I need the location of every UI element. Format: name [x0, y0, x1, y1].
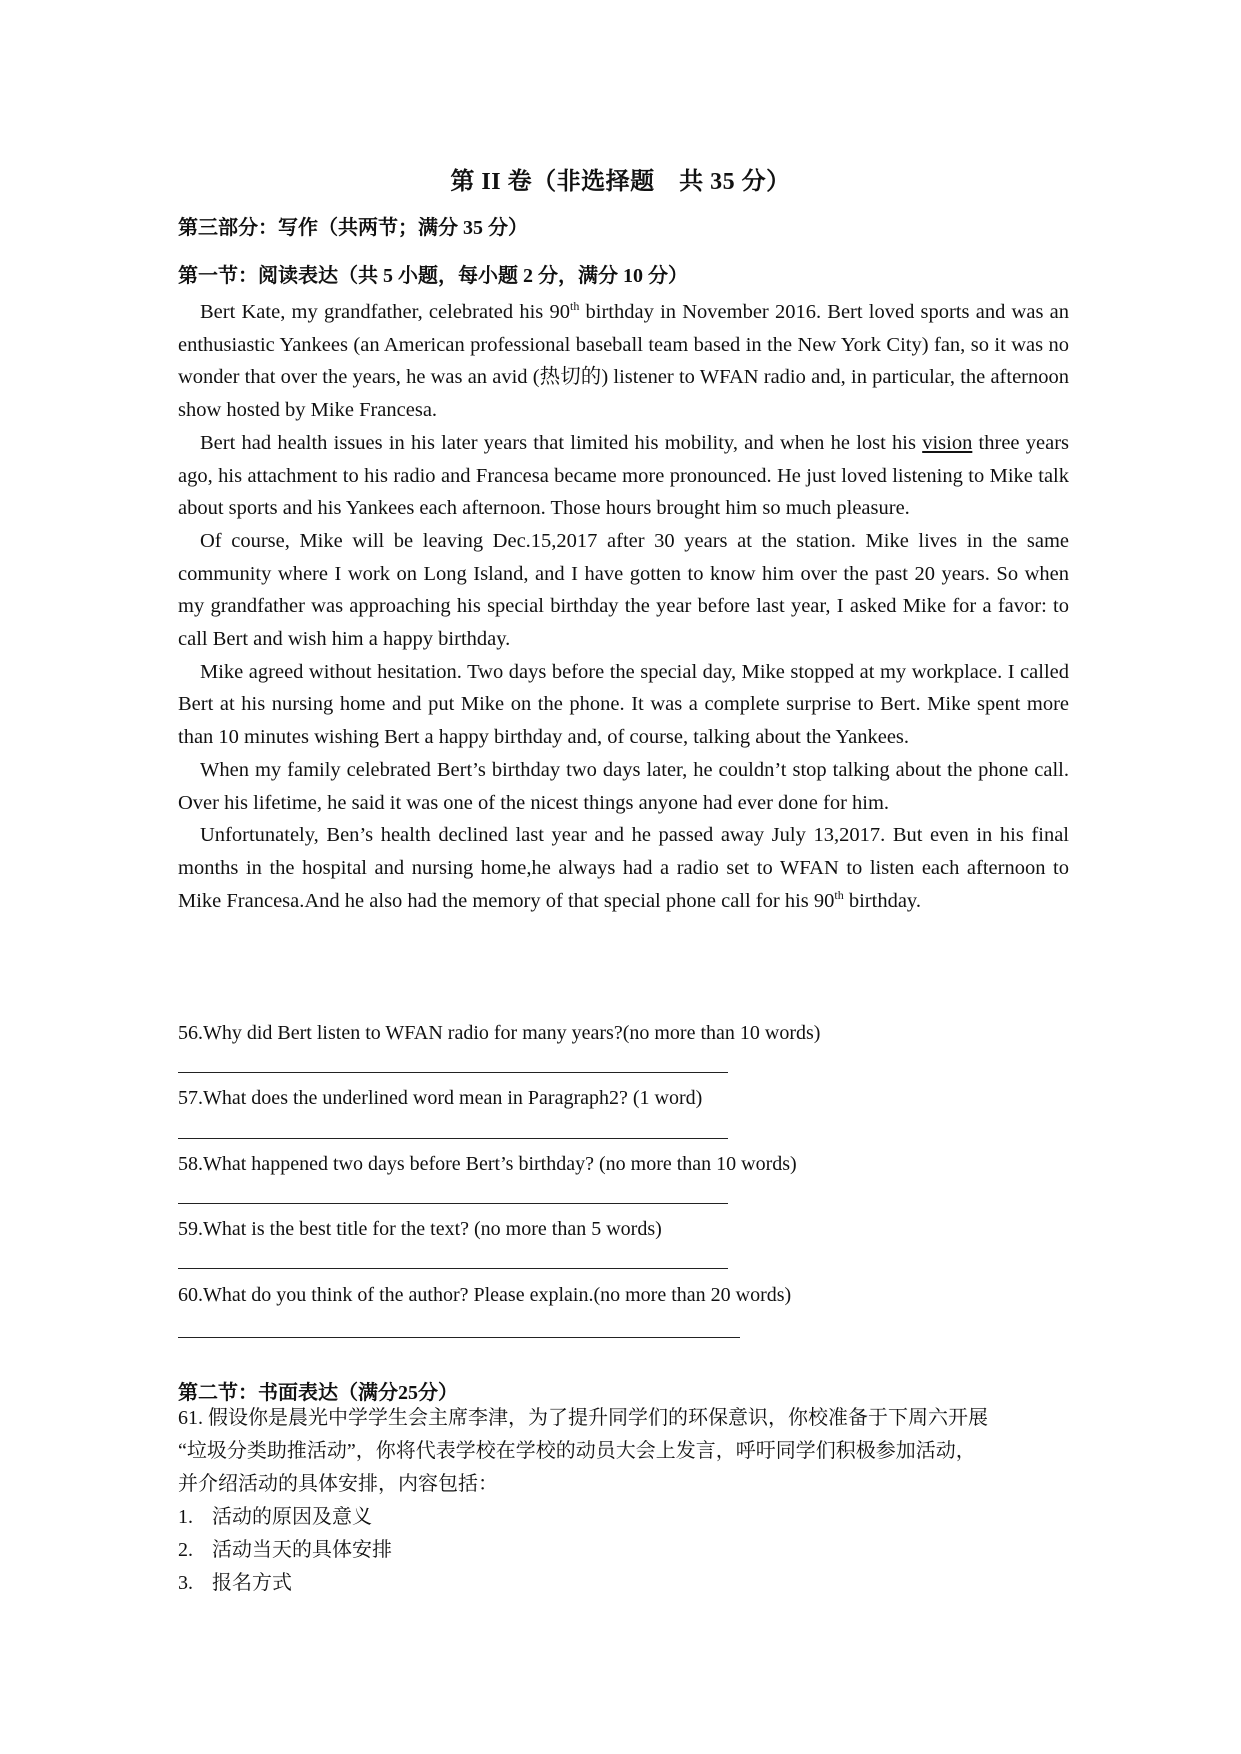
answer-line-57[interactable] [178, 1138, 728, 1139]
page-title: 第 II 卷（非选择题 共 35 分） [450, 169, 791, 195]
answer-line-60[interactable] [178, 1337, 740, 1338]
question-59: 59.What is the best title for the text? (no more than 5 words) [178, 1218, 662, 1240]
answer-line-59[interactable] [178, 1268, 728, 1269]
paragraph-1-text-a: Bert Kate, my grandfather, celebrated his 90 [200, 301, 570, 323]
paragraph-1 [178, 296, 1069, 427]
content-item-3 [178, 1567, 1078, 1600]
paragraph-6-text-b: birthday. [843, 889, 921, 912]
writing-prompt-line-1: 61. 假设你是晨光中学学生会主席李津，为了提升同学们的环保意识，你校准备于下周六开展 [178, 1407, 988, 1429]
paragraph-6-text-a: Unfortunately, Ben’s health declined last year and he passed away July 13,2017. But even in his final months in the hospital and nursing home,he always had a radio set to WFAN to listen each afternoon to Mike Francesa.And he also had the memory of that special phone call for his 90 [178, 824, 1069, 912]
paragraph-2 [178, 427, 1069, 525]
item-number: 2. [178, 1539, 193, 1561]
question-57: 57.What does the underlined word mean in Paragraph2? (1 word) [178, 1087, 703, 1109]
paragraph-5: When my family celebrated Bert’s birthday two days later, he couldn’t stop talking about the phone call. Over his lifetime, he said it was one of the nicest things anyone had ever done for him. [178, 758, 1069, 814]
paragraph-1-text-b: birthday in November 2016. Bert loved sports and was an enthusiastic Yankees (an American professional baseball team based in the New York City) fan, so it was no wonder that over the years, he was an avid (热切的) listener to WFAN radio and, in particular, the afternoon show hosted by Mike Francesa. [178, 301, 1069, 422]
section-heading-part3: 第三部分：写作（共两节；满分 35 分） [178, 217, 528, 239]
superscript-th: th [569, 299, 580, 314]
paragraph-2-text-a: Bert had health issues in his later years that limited his mobility, and when he lost his [200, 431, 923, 454]
item-text: 报名方式 [212, 1572, 292, 1594]
writing-prompt-line-2: “垃圾分类助推活动”，你将代表学校在学校的动员大会上发言，呼吁同学们积极参加活动， [178, 1440, 976, 1462]
item-number: 1. [178, 1506, 193, 1528]
paragraph-6 [178, 819, 1069, 917]
answer-line-56[interactable] [178, 1072, 728, 1073]
section-heading-writing: 第二节：书面表达（满分25分） [178, 1382, 458, 1404]
answer-line-58[interactable] [178, 1203, 728, 1204]
content-item-1 [178, 1501, 1078, 1534]
underlined-word: vision [922, 431, 973, 454]
item-text: 活动的原因及意义 [212, 1506, 372, 1528]
paragraph-2-text-b: three years ago, his attachment to his radio and Francesa became more pronounced. He just loved listening to Mike talk about sports and his Yankees each afternoon. Those hours brought him so much pleasure. [178, 431, 1069, 520]
question-58: 58.What happened two days before Bert’s birthday? (no more than 10 words) [178, 1153, 797, 1175]
reading-passage [178, 296, 1069, 917]
item-text: 活动当天的具体安排 [212, 1539, 392, 1561]
content-item-2 [178, 1534, 1078, 1567]
writing-task [178, 1402, 1078, 1600]
writing-prompt-line-3: 并介绍活动的具体安排，内容包括： [178, 1473, 498, 1495]
superscript-th: th [834, 887, 844, 902]
question-56: 56.Why did Bert listen to WFAN radio for many years?(no more than 10 words) [178, 1022, 821, 1044]
question-60: 60.What do you think of the author? Please explain.(no more than 20 words) [178, 1284, 792, 1306]
item-number: 3. [178, 1572, 193, 1594]
paragraph-3: Of course, Mike will be leaving Dec.15,2017 after 30 years at the station. Mike lives in the same community where I work on Long Island, and I have gotten to know him over the past 20 years. So when my grandfather was approaching his special birthday the year before last year, I asked Mike for a favor: to call Bert and wish him a happy birthday. [178, 529, 1069, 651]
section-heading-reading: 第一节：阅读表达（共 5 小题，每小题 2 分，满分 10 分） [178, 265, 688, 287]
paragraph-4: Mike agreed without hesitation. Two days before the special day, Mike stopped at my workplace. I called Bert at his nursing home and put Mike on the phone. It was a complete surprise to Bert. Mike spent more than 10 minutes wishing Bert a happy birthday and, of course, talking about the Yankees. [178, 660, 1069, 749]
